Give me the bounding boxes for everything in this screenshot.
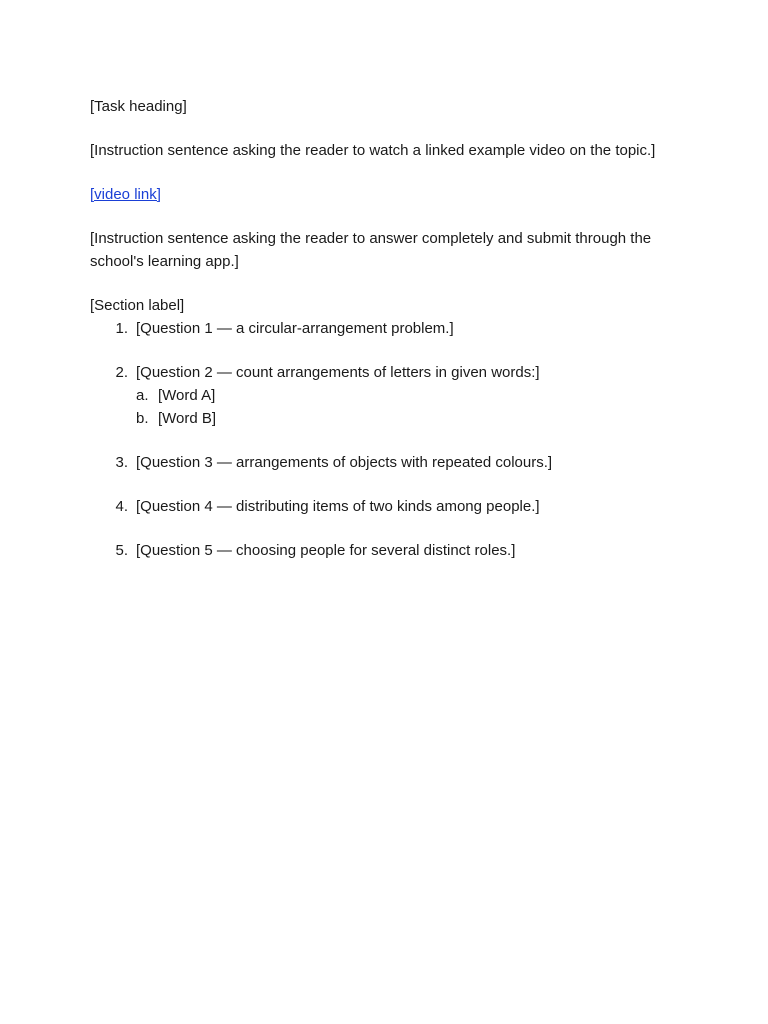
question-text: [Question 4 — distributing items of two kinds among people.] <box>136 498 540 515</box>
question-item <box>90 361 678 430</box>
sub-item-letter: a. <box>136 387 149 404</box>
question-text: [Question 5 — choosing people for several distinct roles.] <box>136 542 516 559</box>
question-number: 4. <box>115 498 128 515</box>
question-number: 1. <box>115 320 128 337</box>
question-text: [Question 3 — arrangements of objects with repeated colours.] <box>136 454 553 471</box>
question-text: [Question 1 — a circular-arrangement problem.] <box>136 320 454 337</box>
sub-item-text: [Word A] <box>158 387 216 404</box>
video-link[interactable]: [video link] <box>90 186 161 203</box>
question-list <box>90 317 678 562</box>
question-item <box>90 539 678 562</box>
sub-item <box>136 384 678 407</box>
question-item <box>90 317 678 340</box>
question-number: 3. <box>115 454 128 471</box>
question-number: 5. <box>115 542 128 559</box>
intro-paragraph: [Instruction sentence asking the reader to watch a linked example video on the topic.] <box>90 142 656 159</box>
soal-label: [Section label] <box>90 297 185 314</box>
question-item <box>90 451 678 474</box>
question-text: [Question 2 — count arrangements of letters in given words:] <box>136 364 540 381</box>
task-heading: [Task heading] <box>90 98 187 115</box>
question-item <box>90 495 678 518</box>
question-number: 2. <box>115 364 128 381</box>
sub-item-letter: b. <box>136 410 149 427</box>
sub-item <box>136 407 678 430</box>
document-page <box>90 95 678 583</box>
sub-item-text: [Word B] <box>158 410 217 427</box>
instructions-paragraph: [Instruction sentence asking the reader to answer completely and submit through the school's learning app.] <box>90 230 652 270</box>
